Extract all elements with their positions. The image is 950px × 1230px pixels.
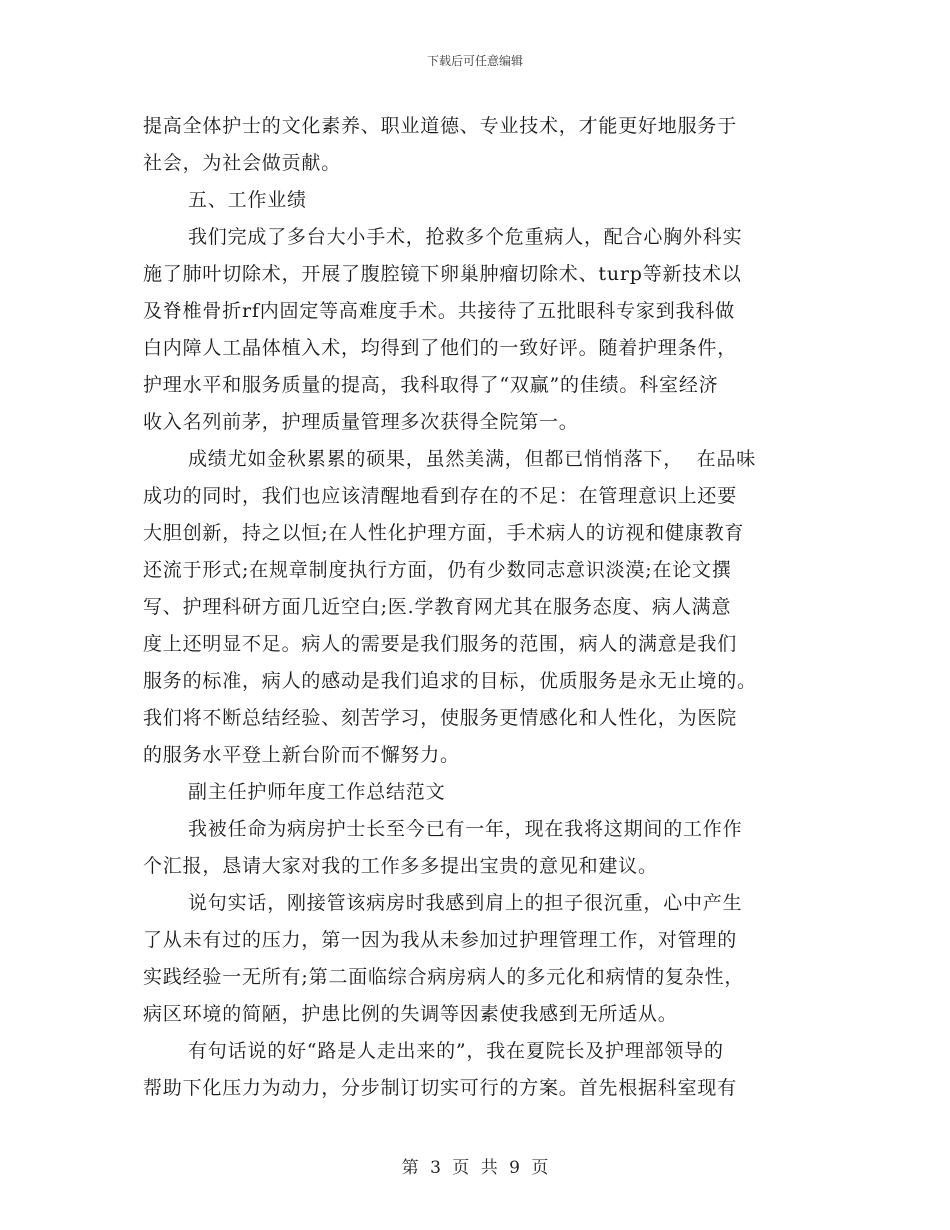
text-line: 写、护理科研方面几近空白;医.学教育网尤其在服务态度、病人满意 <box>143 596 732 618</box>
text-line: 我被任命为病房护士长至今已有一年，现在我将这期间的工作作 <box>188 818 743 840</box>
document-body <box>143 108 813 1107</box>
text-line: 实践经验一无所有;第二面临综合病房病人的多元化和病情的复杂性， <box>143 966 745 988</box>
text-line: 大胆创新，持之以恒;在人性化护理方面，手术病人的访视和健康教育 <box>143 522 745 544</box>
section-heading: 五、工作业绩 <box>188 189 307 211</box>
text-line: 还流于形式;在规章制度执行方面，仍有少数同志意识淡漠;在论文撰 <box>143 559 732 581</box>
text-line: 帮助下化压力为动力，分步制订切实可行的方案。首先根据科室现有 <box>143 1077 738 1099</box>
text-line: 我们将不断总结经验、刻苦学习，使服务更情感化和人性化，为医院 <box>143 707 738 729</box>
text-line: 施了肺叶切除术，开展了腹腔镜下卵巢肿瘤切除术、turp等新技术以 <box>143 263 742 285</box>
text-line: 及脊椎骨折rf内固定等高难度手术。共接待了五批眼科专家到我科做 <box>143 300 735 322</box>
text-line: 提高全体护士的文化素养、职业道德、专业技术，才能更好地服务于 <box>143 115 738 137</box>
text-line: 的服务水平登上新台阶而不懈努力。 <box>143 744 460 766</box>
text-line: 成功的同时，我们也应该清醒地看到存在的不足：在管理意识上还要 <box>143 485 738 507</box>
text-line: 护理水平和服务质量的提高，我科取得了“双赢”的佳绩。科室经济 <box>143 374 719 396</box>
text-line: 个汇报，恳请大家对我的工作多多提出宝贵的意见和建议。 <box>143 855 658 877</box>
text-line: 白内障人工晶体植入术，均得到了他们的一致好评。随着护理条件， <box>143 337 738 359</box>
text-line: 病区环境的简陋，护患比例的失调等因素使我感到无所适从。 <box>143 1003 678 1025</box>
text-line: 度上还明显不足。病人的需要是我们服务的范围，病人的满意是我们 <box>143 633 738 655</box>
text-line: 说句实话，刚接管该病房时我感到肩上的担子很沉重，心中产生 <box>188 892 743 914</box>
page-header: 下载后可任意编辑 <box>426 54 523 68</box>
text-line: 有句话说的好“路是人走出来的”，我在夏院长及护理部领导的 <box>188 1040 724 1062</box>
text-line: 服务的标准，病人的感动是我们追求的目标，优质服务是永无止境的。 <box>143 670 757 692</box>
text-line: 社会，为社会做贡献。 <box>143 152 342 174</box>
text-line: 成绩尤如金秋累累的硕果，虽然美满，但都已悄悄落下， 在品味 <box>188 448 757 470</box>
text-line: 收入名列前茅，护理质量管理多次获得全院第一。 <box>143 411 579 433</box>
text-line: 了从未有过的压力，第一因为我从未参加过护理管理工作，对管理的 <box>143 929 738 951</box>
text-line: 我们完成了多台大小手术，抢救多个危重病人，配合心胸外科实 <box>188 226 743 248</box>
document-title: 副主任护师年度工作总结范文 <box>188 781 446 803</box>
page-number: 第 3 页 共 9 页 <box>401 1158 549 1178</box>
